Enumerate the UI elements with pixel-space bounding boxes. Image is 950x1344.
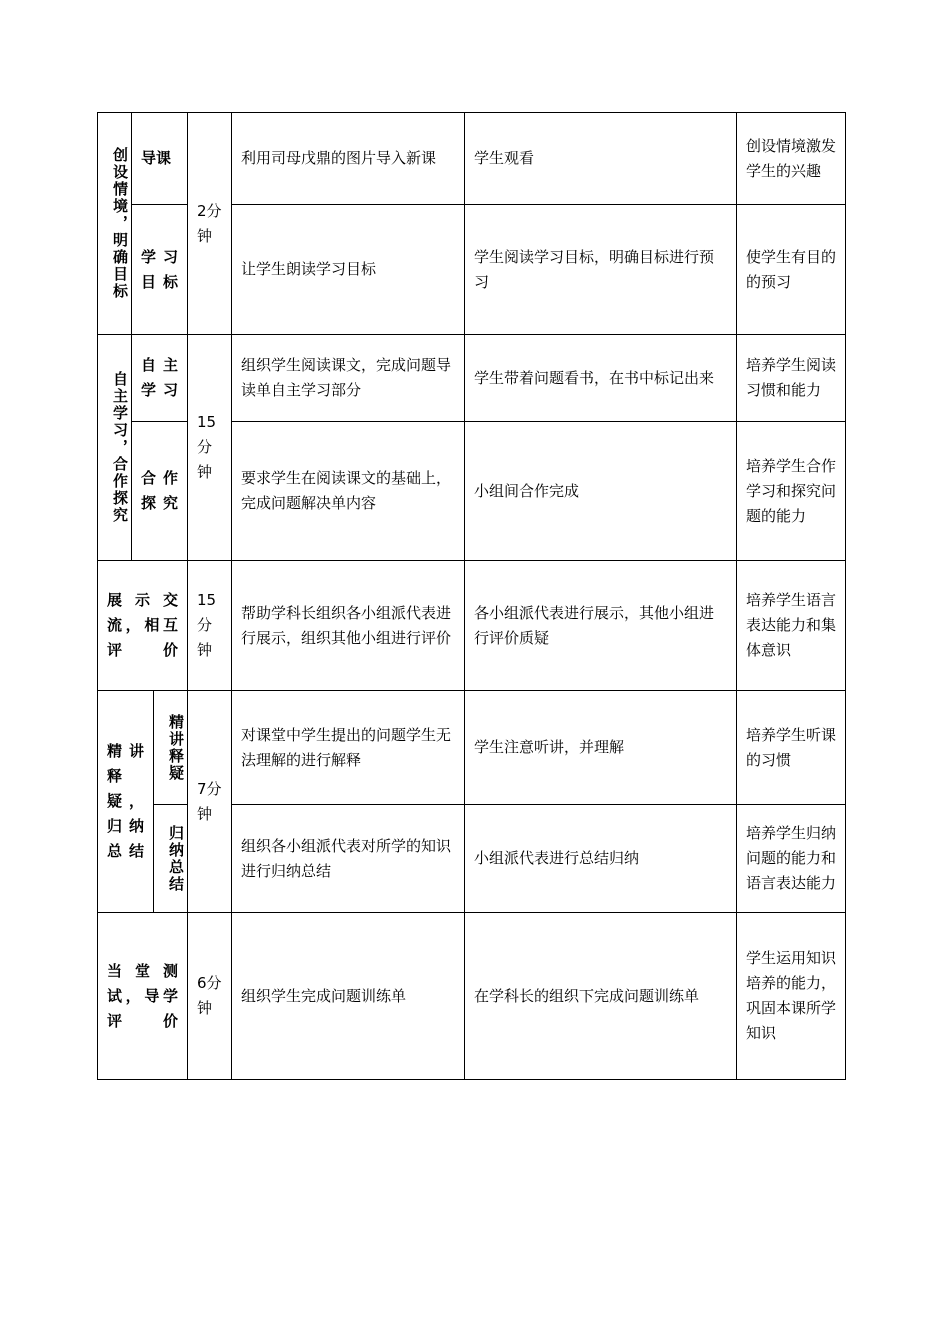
stage-label: 创设情境，明确目标: [111, 147, 129, 300]
stage-cell: 展示交流，相互评价: [98, 561, 188, 691]
stage-label: 自主学习，合作探究: [111, 371, 129, 524]
step-name-cell: 合作探究: [132, 422, 188, 561]
student-activity-cell: 学生注意听讲，并理解: [465, 691, 737, 805]
teacher-activity-cell: 让学生朗读学习目标: [232, 205, 465, 335]
student-activity-cell: 小组派代表进行总结归纳: [465, 805, 737, 913]
teacher-activity-cell: 帮助学科长组织各小组派代表进行展示，组织其他小组进行评价: [232, 561, 465, 691]
teacher-activity-cell: 要求学生在阅读课文的基础上，完成问题解决单内容: [232, 422, 465, 561]
duration-cell: 6分钟: [188, 913, 232, 1080]
student-activity-cell: 在学科长的组织下完成问题训练单: [465, 913, 737, 1080]
duration-cell: 2分钟: [188, 113, 232, 335]
table-row: [98, 561, 846, 691]
lesson-plan-table: [97, 112, 846, 1080]
table-row: [98, 691, 846, 805]
teacher-activity-cell: 组织学生完成问题训练单: [232, 913, 465, 1080]
teacher-activity-cell: 对课堂中学生提出的问题学生无法理解的进行解释: [232, 691, 465, 805]
step-name-cell: 自主学习: [132, 335, 188, 422]
stage-cell: 精讲释疑，归纳总结: [98, 691, 154, 913]
student-activity-cell: 学生阅读学习目标，明确目标进行预习: [465, 205, 737, 335]
design-intent-cell: 培养学生听课的习惯: [737, 691, 846, 805]
design-intent-cell: 培养学生合作学习和探究问题的能力: [737, 422, 846, 561]
student-activity-cell: 小组间合作完成: [465, 422, 737, 561]
design-intent-cell: 学生运用知识培养的能力，巩固本课所学知识: [737, 913, 846, 1080]
design-intent-cell: 培养学生语言表达能力和集体意识: [737, 561, 846, 691]
step-name-cell: [154, 691, 188, 805]
design-intent-cell: 使学生有目的的预习: [737, 205, 846, 335]
step-name-label: 精讲释疑: [167, 713, 185, 782]
design-intent-cell: 培养学生阅读习惯和能力: [737, 335, 846, 422]
student-activity-cell: 学生观看: [465, 113, 737, 205]
duration-cell: 15分钟: [188, 561, 232, 691]
teacher-activity-cell: 利用司母戊鼎的图片导入新课: [232, 113, 465, 205]
teacher-activity-cell: 组织各小组派代表对所学的知识进行归纳总结: [232, 805, 465, 913]
student-activity-cell: 学生带着问题看书，在书中标记出来: [465, 335, 737, 422]
table-row: [98, 113, 846, 205]
student-activity-cell: 各小组派代表进行展示，其他小组进行评价质疑: [465, 561, 737, 691]
stage-cell: [98, 113, 132, 335]
stage-cell: [98, 335, 132, 561]
duration-cell: 15分钟: [188, 335, 232, 561]
table-row: [98, 335, 846, 422]
design-intent-cell: 创设情境激发学生的兴趣: [737, 113, 846, 205]
step-name-label: 归纳总结: [167, 824, 185, 893]
teacher-activity-cell: 组织学生阅读课文，完成问题导读单自主学习部分: [232, 335, 465, 422]
duration-cell: 7分钟: [188, 691, 232, 913]
step-name-cell: 导课: [132, 113, 188, 205]
table-row: [98, 913, 846, 1080]
stage-cell: 当堂测试，导学评价: [98, 913, 188, 1080]
design-intent-cell: 培养学生归纳问题的能力和语言表达能力: [737, 805, 846, 913]
step-name-cell: [154, 805, 188, 913]
step-name-cell: 学习目标: [132, 205, 188, 335]
